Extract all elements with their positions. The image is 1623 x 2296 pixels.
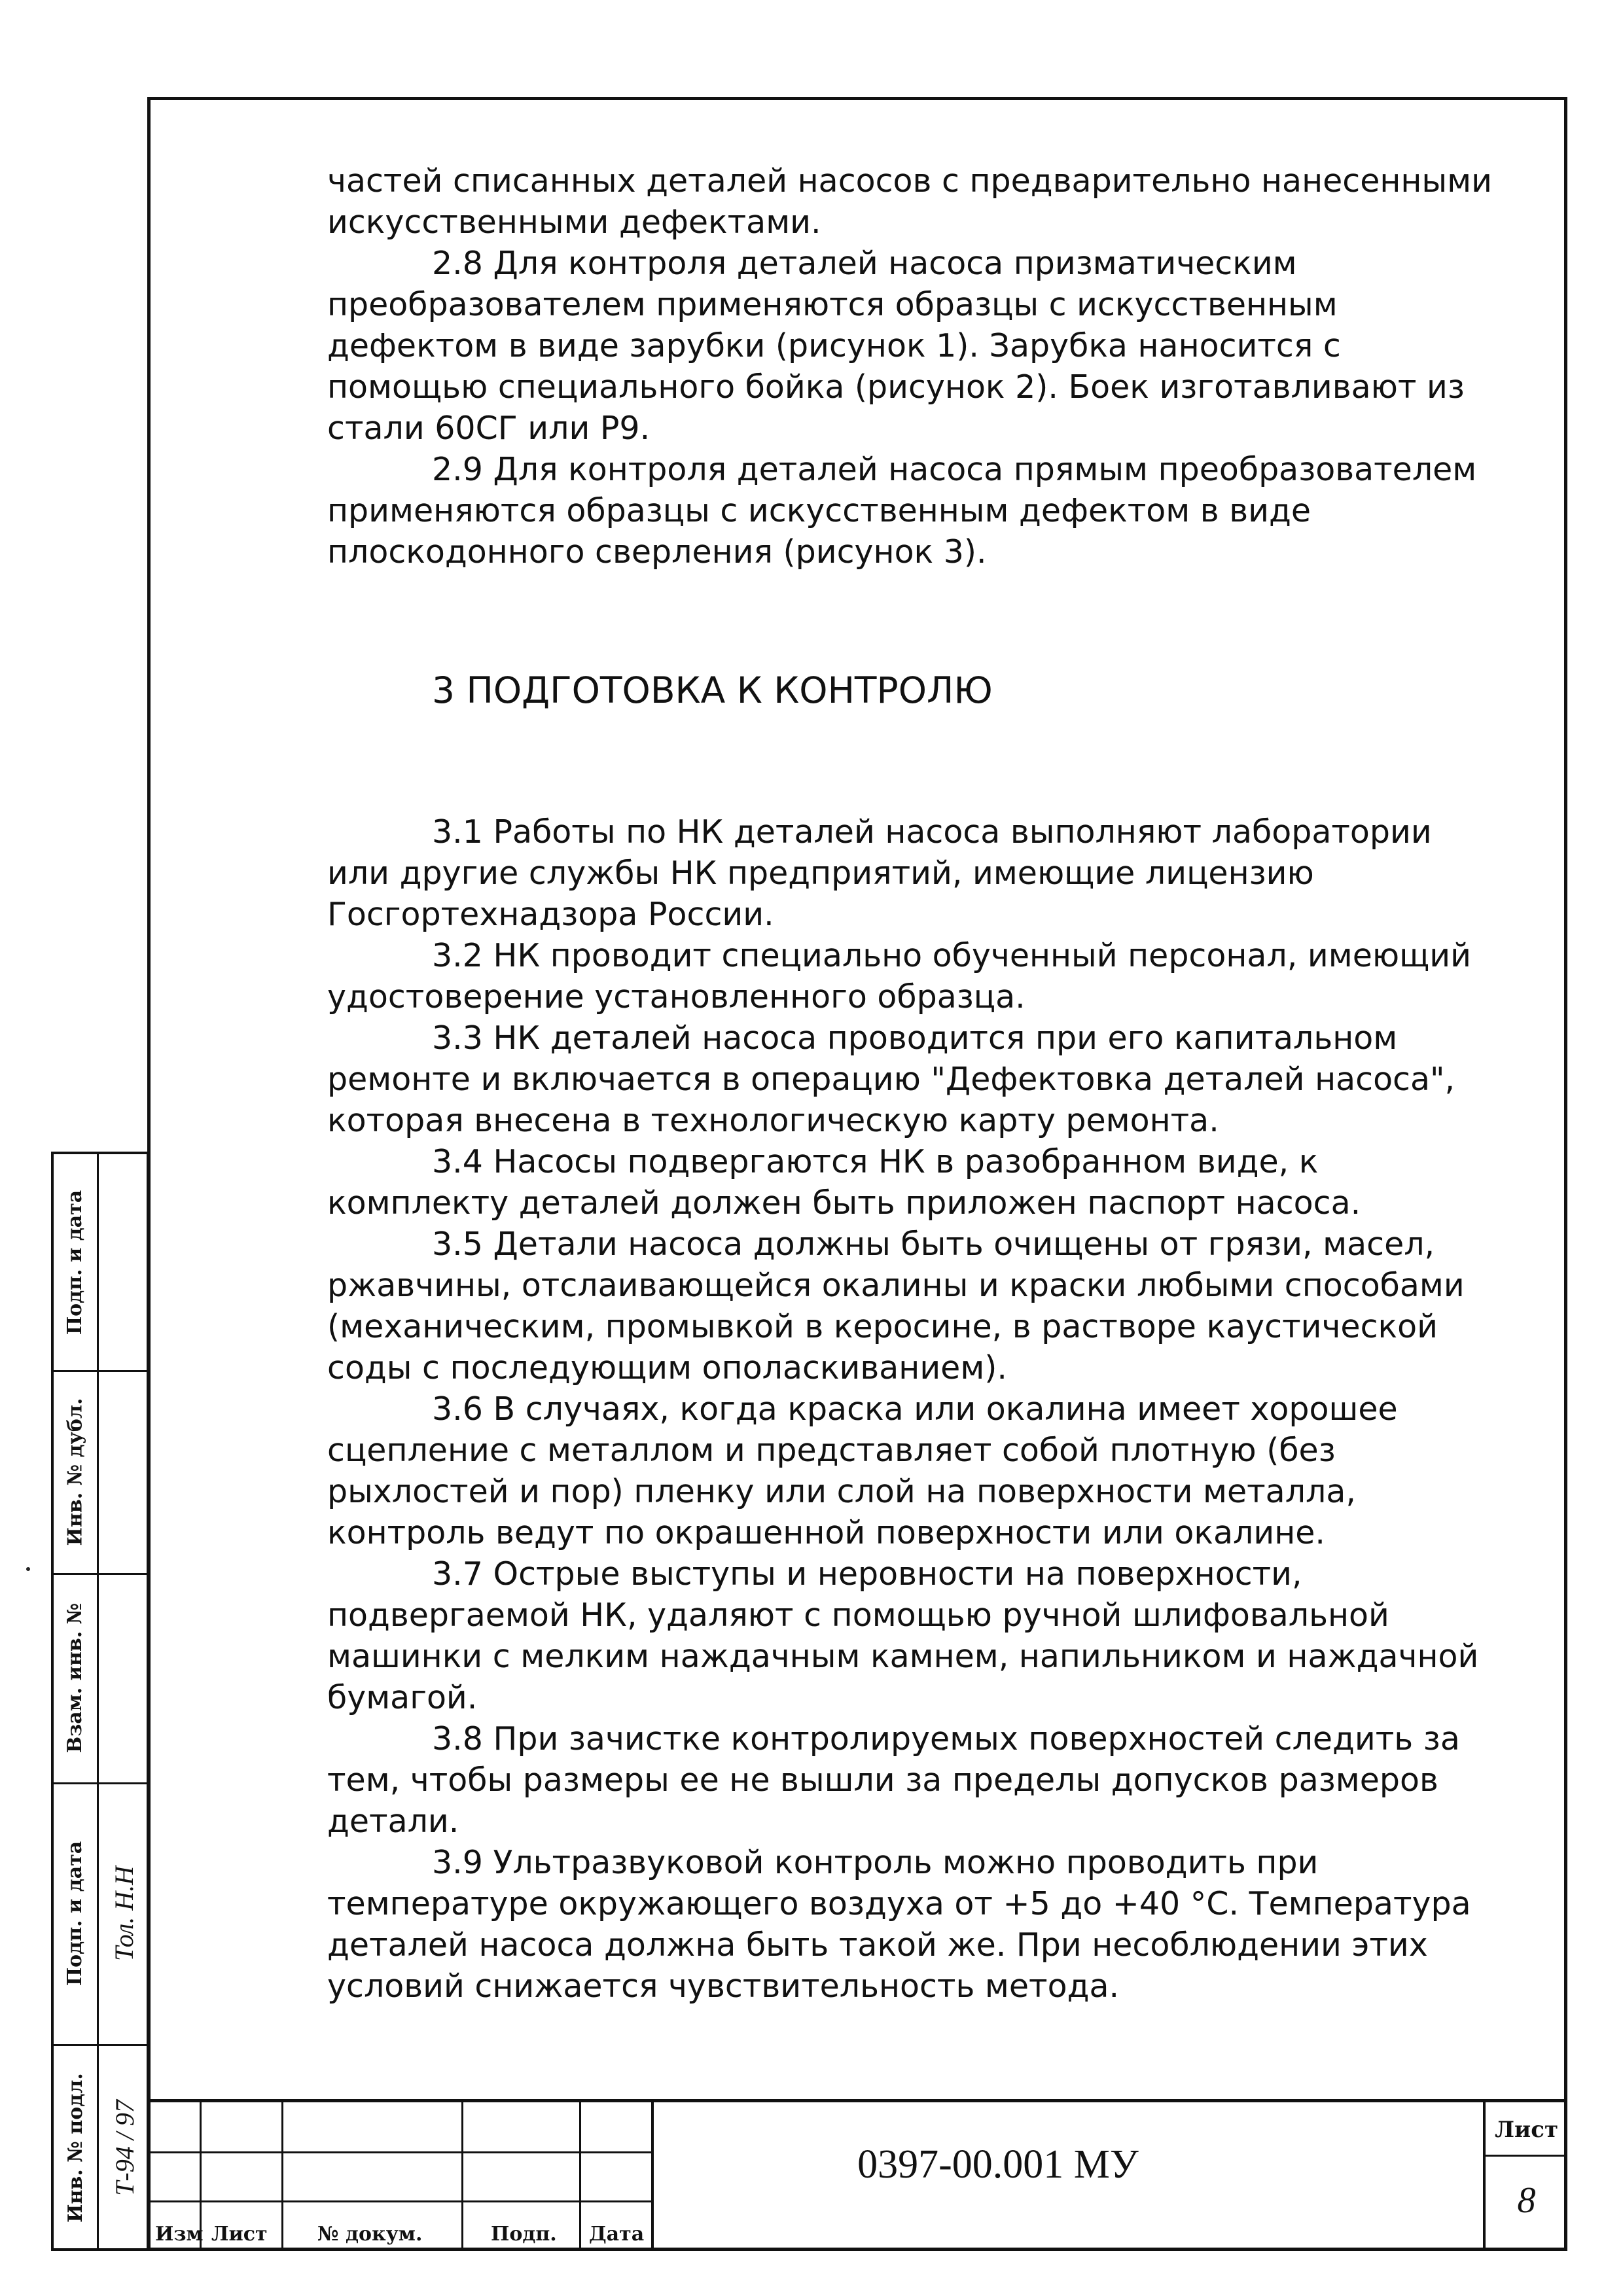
stamp-podp-data-bottom: Подп. и дата [63,1841,87,1986]
paragraph-3-2: 3.2 НК проводит специально обученный персонал, имеющий удостоверение установленного образца. [327,937,1471,1016]
paragraph-3-5: 3.5 Детали насоса должны быть очищены от грязи, масел, ржавчины, отслаивающейся окалины и краски любыми способами (механическим, промывкой в керосине, в растворе каустической соды с последующим ополаскиванием). [327,1226,1465,1386]
paragraph-2-8: 2.8 Для контроля деталей насоса призматическим преобразователем применяются образцы с искусственным дефектом в виде зарубки (рисунок 1). Зарубка наносится с помощью специального бойка (рисунок 2). Боек изготавливают из стали 60СГ или Р9. [327,245,1465,447]
sheet-box [1483,2102,1567,2251]
stamp-inv-podl: Инв. № подл. [63,2072,87,2223]
title-block [147,2099,1567,2251]
revision-row-line [147,2151,651,2153]
document-code: 0397-00.001 МУ [857,2142,1139,2187]
inventory-number-handwriting: Т-94 / 97 [109,2099,139,2196]
sheet-label: Лист [1494,2117,1559,2143]
paragraph-3-4: 3.4 Насосы подвергаются НК в разобранном виде, к комплекту деталей должен быть приложен паспорт насоса. [327,1143,1361,1222]
revision-col-line [281,2102,283,2251]
paragraph-3-9: 3.9 Ультразвуковой контроль можно проводить при температуре окружающего воздуха от +5 до +40 °С. Температура деталей насоса должна быть такой же. При несоблюдении этих условий снижается чувствительность метода. [327,1844,1471,2005]
revision-row-line [147,2200,651,2202]
stamp-inv-dubl: Инв. № дубл. [63,1398,87,1545]
document-body [327,160,1499,2007]
revision-col-line [579,2102,581,2251]
col-list-label: Лист [211,2223,268,2246]
paragraph-3-8: 3.8 При зачистке контролируемых поверхностей следить за тем, чтобы размеры ее не вышли за пределы допусков размеров детали. [327,1720,1460,1840]
paragraph-continuation: частей списанных деталей насосов с предварительно нанесенными искусственными дефектами. [327,162,1492,241]
col-date-label: Дата [589,2223,645,2246]
side-stamp [51,1152,149,2251]
paragraph-3-3: 3.3 НК деталей насоса проводится при его капитальном ремонте и включается в операцию "Дефектовка деталей насоса", которая внесена в технологическую карту ремонта. [327,1019,1455,1139]
paragraph-3-7: 3.7 Острые выступы и неровности на поверхности, подвергаемой НК, удаляют с помощью ручной шлифовальной машинки с мелким наждачным камнем, напильником и наждачной бумагой. [327,1555,1479,1716]
revision-col-line [461,2102,463,2251]
col-podp-label: Подп. [491,2223,557,2246]
section-heading: 3 ПОДГОТОВКА К КОНТРОЛЮ [432,669,993,711]
stamp-divider [97,1154,99,2248]
revision-table [147,2102,651,2251]
sheet-separator [1486,2155,1567,2157]
col-izm-label: Изм [155,2223,204,2246]
col-doc-label: № докум. [317,2223,423,2246]
signature-handwriting: Тол. Н.Н [109,1865,139,1961]
paragraph-3-1: 3.1 Работы по НК деталей насоса выполняют лаборатории или другие службы НК предприятий, имеющие лицензию Госгортехнадзора России. [327,813,1432,933]
revision-col-line [651,2102,654,2251]
paragraph-3-6: 3.6 В случаях, когда краска или окалина имеет хорошее сцепление с металлом и представляет собой плотную (без рыхлостей и пор) пленку или слой на поверхности металла, контроль ведут по окрашенной поверхности или окалине. [327,1390,1398,1551]
stamp-podp-data-top: Подп. и дата [63,1190,87,1335]
paragraph-2-9: 2.9 Для контроля деталей насоса прямым преобразователем применяются образцы с искусственным дефектом в виде плоскодонного сверления (рисунок 3). [327,451,1477,571]
stamp-vzam-inv: Взам. инв. № [63,1602,87,1753]
margin-dot [26,1567,30,1571]
sheet-number: 8 [1517,2180,1536,2221]
